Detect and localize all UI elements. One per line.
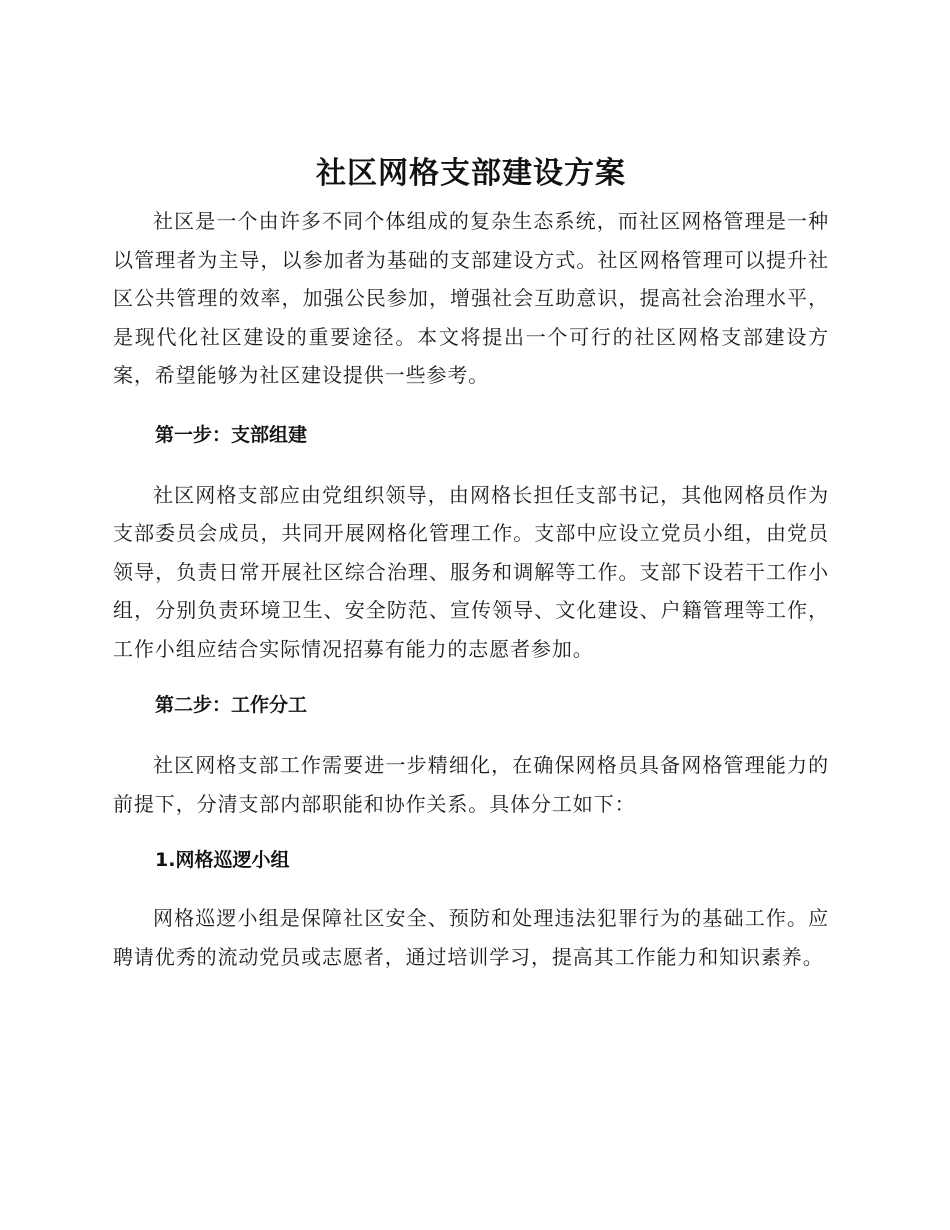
step1-paragraph: 社区网格支部应由党组织领导，由网格长担任支部书记，其他网格员作为支部委员会成员，共同开展网格化管理工作。支部中应设立党员小组，由党员领导，负责日常开展社区综合治理、服务和调解等工作。支部下设若干工作小组，分别负责环境卫生、安全防范、宣传领导、文化建设、户籍管理等工作，工作小组应结合实际情况招募有能力的志愿者参加。 [113, 482, 829, 661]
intro-paragraph: 社区是一个由许多不同个体组成的复杂生态系统，而社区网格管理是一种以管理者为主导，以参加者为基础的支部建设方式。社区网格管理可以提升社区公共管理的效率，加强公民参加，增强社会互助意识，提高社会治理水平，是现代化社区建设的重要途径。本文将提出一个可行的社区网格支部建设方案，希望能够为社区建设提供一些参考。 [113, 209, 829, 387]
step1-heading: 第一步：支部组建 [155, 423, 308, 446]
step2-heading: 第二步：工作分工 [155, 694, 308, 716]
document-page [113, 148, 829, 976]
document-title: 社区网格支部建设方案 [316, 156, 626, 191]
section1-heading: 1.网格巡逻小组 [155, 849, 290, 871]
step2-paragraph: 社区网格支部工作需要进一步精细化，在确保网格员具备网格管理能力的前提下，分清支部内部职能和协作关系。具体分工如下： [113, 753, 829, 816]
section1-paragraph: 网格巡逻小组是保障社区安全、预防和处理违法犯罪行为的基础工作。应聘请优秀的流动党员或志愿者，通过培训学习，提高其工作能力和知识素养。 [113, 906, 829, 969]
